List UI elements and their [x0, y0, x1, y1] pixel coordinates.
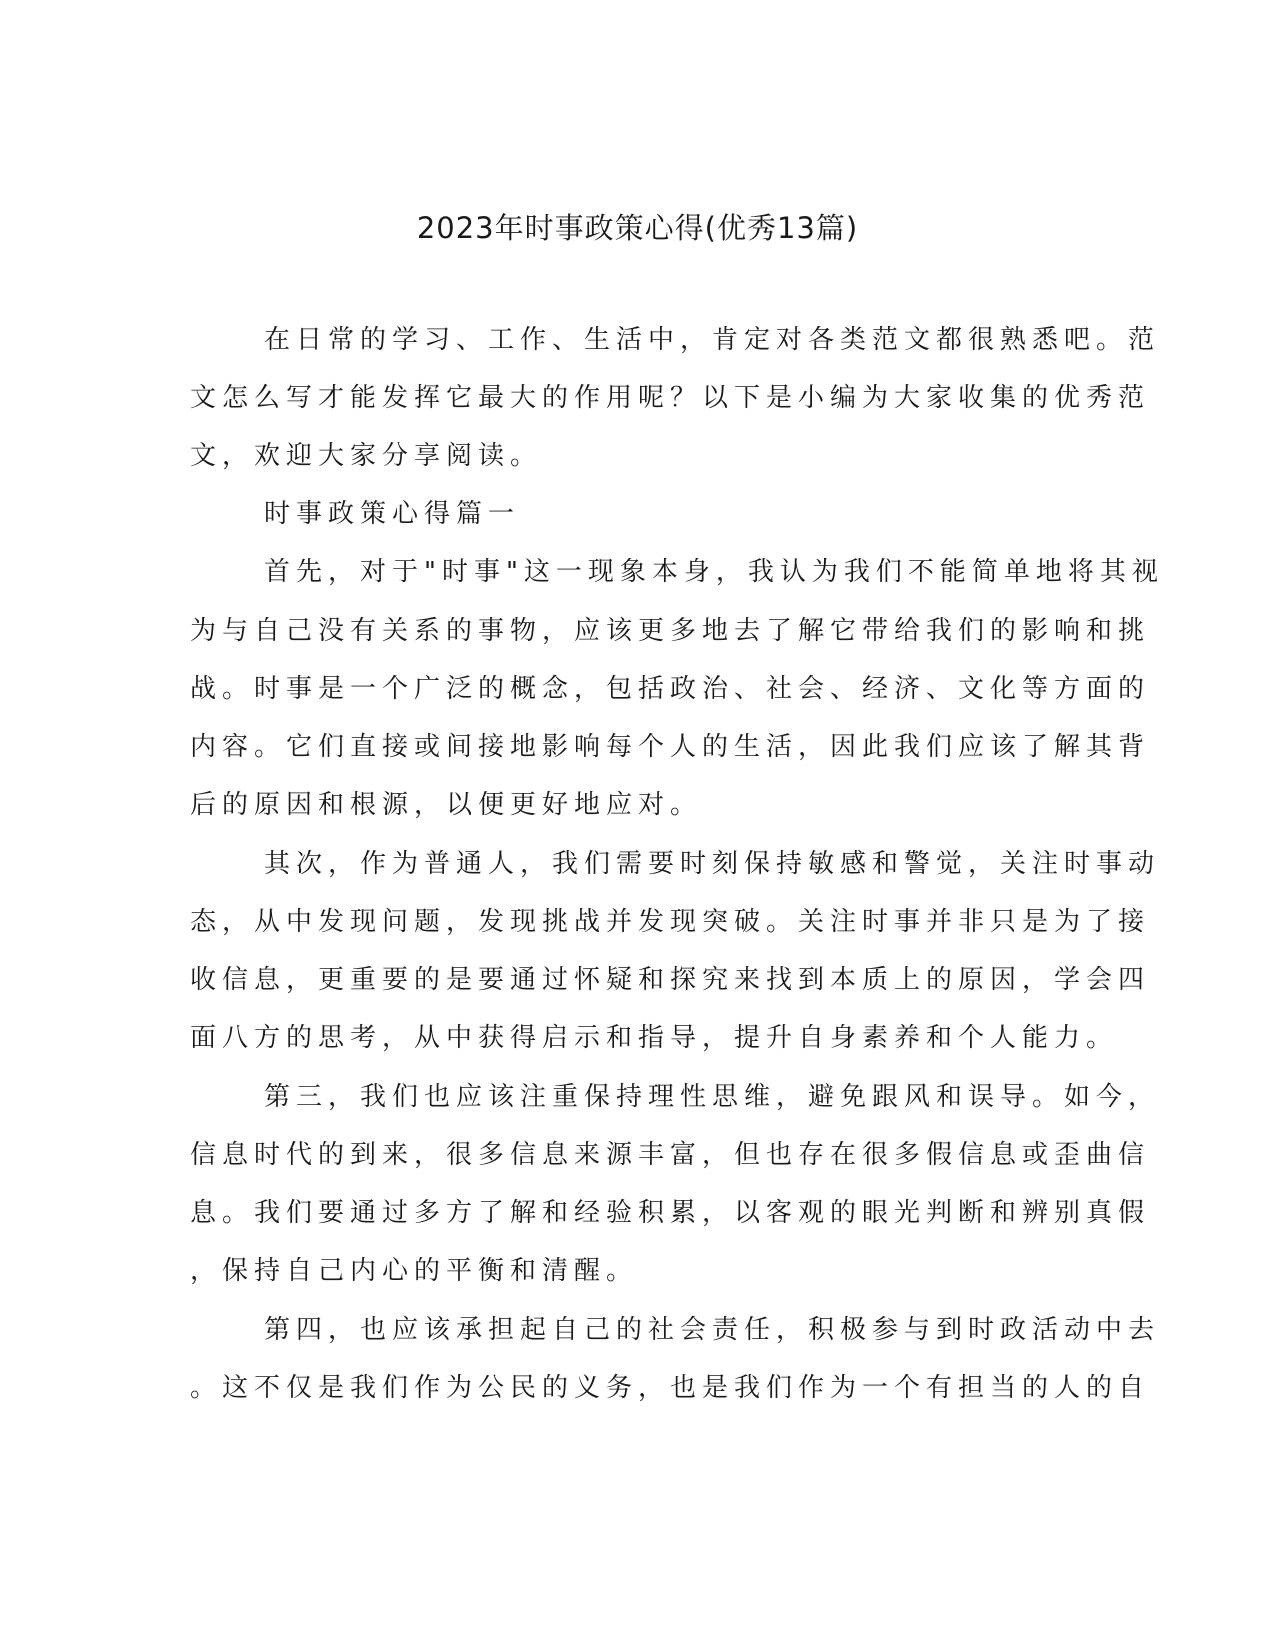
- paragraph-2-line-1: 其次，作为普通人，我们需要时刻保持敏感和警觉，关注时事动: [264, 849, 1161, 879]
- paragraph-1-line-3: 战。时事是一个广泛的概念，包括政治、社会、经济、文化等方面的: [190, 674, 1151, 704]
- paragraph-4-line-2: 。这不仅是我们作为公民的义务，也是我们作为一个有担当的人的自: [190, 1373, 1151, 1403]
- paragraph-3-line-4: ，保持自己内心的平衡和清醒。: [190, 1256, 639, 1286]
- paragraph-3-line-3: 息。我们要通过多方了解和经验积累，以客观的眼光判断和辨别真假: [190, 1198, 1151, 1228]
- document-title: 2023年时事政策心得(优秀13篇): [416, 211, 859, 245]
- section-heading: 时事政策心得篇一: [264, 499, 521, 529]
- paragraph-3-line-2: 信息时代的到来，很多信息来源丰富，但也存在很多假信息或歪曲信: [190, 1140, 1151, 1170]
- paragraph-2-line-4: 面八方的思考，从中获得启示和指导，提升自身素养和个人能力。: [190, 1023, 1119, 1053]
- paragraph-3-line-1: 第三，我们也应该注重保持理性思维，避免跟风和误导。如今，: [264, 1082, 1161, 1112]
- paragraph-1-line-2: 为与自己没有关系的事物，应该更多地去了解它带给我们的影响和挑: [190, 616, 1151, 646]
- paragraph-1-line-4: 内容。它们直接或间接地影响每个人的生活，因此我们应该了解其背: [190, 732, 1151, 762]
- paragraph-1-line-1: 首先，对于"时事"这一现象本身，我认为我们不能简单地将其视: [264, 557, 1164, 587]
- intro-line-3: 文，欢迎大家分享阅读。: [190, 441, 543, 471]
- paragraph-2-line-2: 态，从中发现问题，发现挑战并发现突破。关注时事并非只是为了接: [190, 907, 1151, 937]
- intro-line-2: 文怎么写才能发挥它最大的作用呢？以下是小编为大家收集的优秀范: [190, 383, 1151, 413]
- paragraph-4-line-1: 第四，也应该承担起自己的社会责任，积极参与到时政活动中去: [264, 1315, 1161, 1345]
- paragraph-1-line-5: 后的原因和根源，以便更好地应对。: [190, 790, 703, 820]
- paragraph-2-line-3: 收信息，更重要的是要通过怀疑和探究来找到本质上的原因，学会四: [190, 965, 1151, 995]
- intro-line-1: 在日常的学习、工作、生活中，肯定对各类范文都很熟悉吧。范: [264, 325, 1161, 355]
